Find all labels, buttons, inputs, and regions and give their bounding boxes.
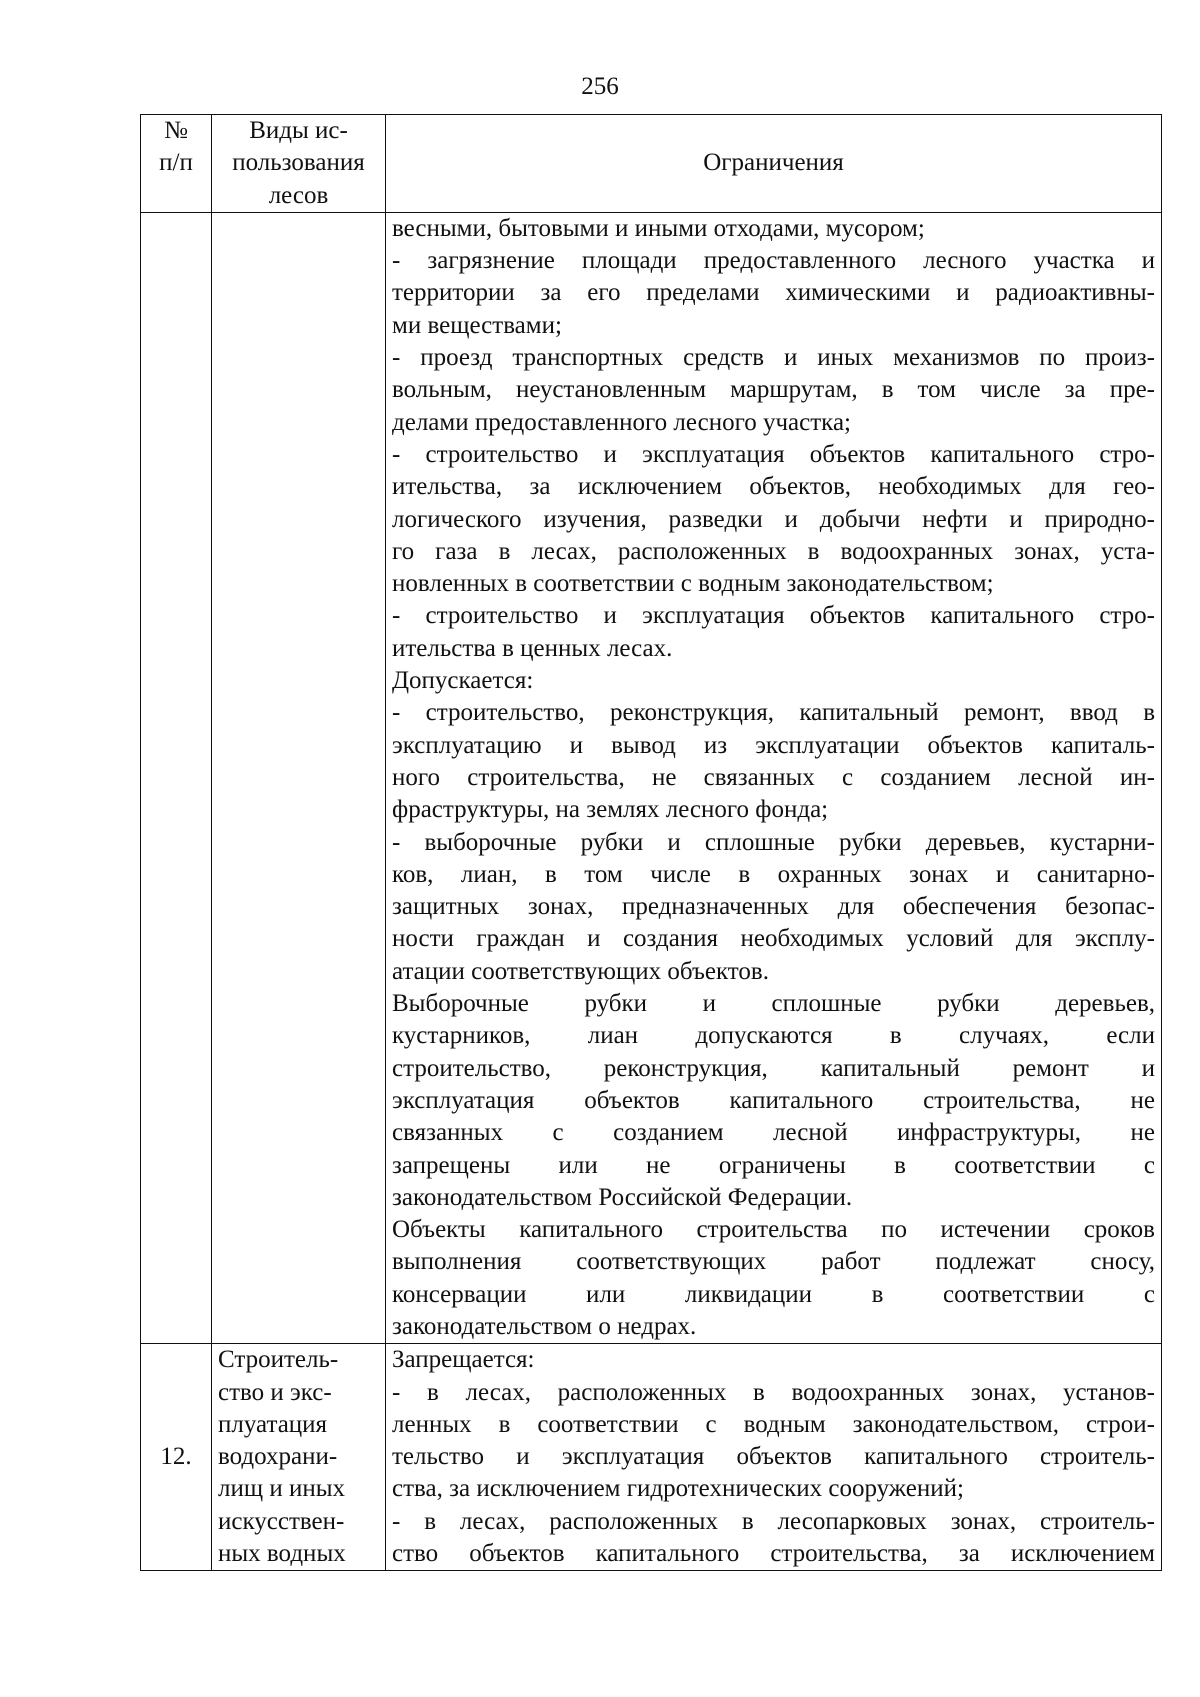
header-number: № п/п bbox=[141, 115, 212, 213]
text-line: - строительство и эксплуатация объектов капитального стро- bbox=[392, 602, 1155, 630]
text-line: ков, лиан, в том числе в охранных зонах и санитарно- bbox=[392, 860, 1155, 888]
text-line: Выборочные рубки и сплошные рубки деревьев, bbox=[392, 990, 1155, 1018]
row-12-use-type: Строитель- ство и экс- плуатация водохрани- лищ и иных искусствен- ных водных bbox=[212, 1344, 386, 1571]
text-line: ми веществами; bbox=[392, 311, 562, 339]
text-line: Запрещается: bbox=[392, 1346, 535, 1374]
text-line: консервации или ликвидации в соответствии с bbox=[392, 1280, 1155, 1308]
text-line: атации соответствующих объектов. bbox=[392, 957, 769, 985]
row-continued-number bbox=[141, 212, 212, 1343]
text-line: вольным, неустановленным маршрутам, в том числе за пре- bbox=[392, 376, 1155, 404]
text-line: тельство и эксплуатация объектов капитального строитель- bbox=[392, 1443, 1155, 1471]
row-12-number: 12. bbox=[141, 1344, 212, 1571]
text-line: Допускается: bbox=[392, 667, 534, 695]
text-line: ительства в ценных лесах. bbox=[392, 634, 673, 662]
text-line: эксплуатация объектов капитального строительства, не bbox=[392, 1086, 1155, 1114]
text-line: го газа в лесах, расположенных в водоохранных зонах, уста- bbox=[392, 537, 1155, 565]
text-line: кустарников, лиан допускаются в случаях, если bbox=[392, 1022, 1155, 1050]
text-line: законодательством о недрах. bbox=[392, 1312, 697, 1340]
text-line: защитных зонах, предназначенных для обеспечения безопас- bbox=[392, 893, 1155, 921]
text-line: ного строительства, не связанных с созданием лесной ин- bbox=[392, 763, 1155, 791]
text-line: фраструктуры, на землях лесного фонда; bbox=[392, 796, 829, 824]
text-line: - проезд транспортных средств и иных механизмов по произ- bbox=[392, 344, 1155, 372]
text-line: ности граждан и создания необходимых условий для эксплу- bbox=[392, 925, 1155, 953]
text-line: логического изучения, разведки и добычи нефти и природно- bbox=[392, 505, 1155, 533]
text-line: - в лесах, расположенных в водоохранных зонах, установ- bbox=[392, 1378, 1155, 1406]
table-row bbox=[141, 212, 1162, 1343]
text-line: - выборочные рубки и сплошные рубки деревьев, кустарни- bbox=[392, 828, 1155, 856]
text-line: территории за его пределами химическими и радиоактивны- bbox=[392, 279, 1155, 307]
restrictions-table bbox=[140, 114, 1162, 1571]
text-line: Объекты капитального строительства по истечении сроков bbox=[392, 1216, 1155, 1244]
row-12-restrictions bbox=[386, 1344, 1162, 1571]
text-line: законодательством Российской Федерации. bbox=[392, 1183, 853, 1211]
table-row bbox=[141, 1344, 1162, 1571]
row-continued-use-type bbox=[212, 212, 386, 1343]
text-line: делами предоставленного лесного участка; bbox=[392, 408, 851, 436]
header-restrictions: Ограничения bbox=[386, 115, 1162, 213]
text-line: ленных в соответствии с водным законодательством, строи- bbox=[392, 1410, 1155, 1438]
text-line: связанных с созданием лесной инфраструктуры, не bbox=[392, 1119, 1155, 1147]
header-use-type: Виды ис- пользования лесов bbox=[212, 115, 386, 213]
text-line: - в лесах, расположенных в лесопарковых зонах, строитель- bbox=[392, 1507, 1155, 1535]
text-line: ство объектов капитального строительства, за исключением bbox=[392, 1540, 1155, 1568]
text-line: - строительство, реконструкция, капитальный ремонт, ввод в bbox=[392, 699, 1155, 727]
text-line: - загрязнение площади предоставленного лесного участка и bbox=[392, 247, 1155, 275]
text-line: - строительство и эксплуатация объектов капитального стро- bbox=[392, 440, 1155, 468]
table-header-row bbox=[141, 115, 1162, 213]
text-line: ства, за исключением гидротехнических сооружений; bbox=[392, 1475, 964, 1503]
text-line: новленных в соответствии с водным законодательством; bbox=[392, 570, 994, 598]
text-line: строительство, реконструкция, капитальный ремонт и bbox=[392, 1054, 1155, 1082]
text-line: весными, бытовыми и иными отходами, мусором; bbox=[392, 214, 925, 242]
text-line: ительства, за исключением объектов, необходимых для гео- bbox=[392, 473, 1155, 501]
page-number: 256 bbox=[581, 73, 619, 100]
row-continued-restrictions bbox=[386, 212, 1162, 1343]
text-line: запрещены или не ограничены в соответствии с bbox=[392, 1151, 1155, 1179]
text-line: эксплуатацию и вывод из эксплуатации объектов капиталь- bbox=[392, 731, 1155, 759]
text-line: выполнения соответствующих работ подлежат сносу, bbox=[392, 1248, 1155, 1276]
